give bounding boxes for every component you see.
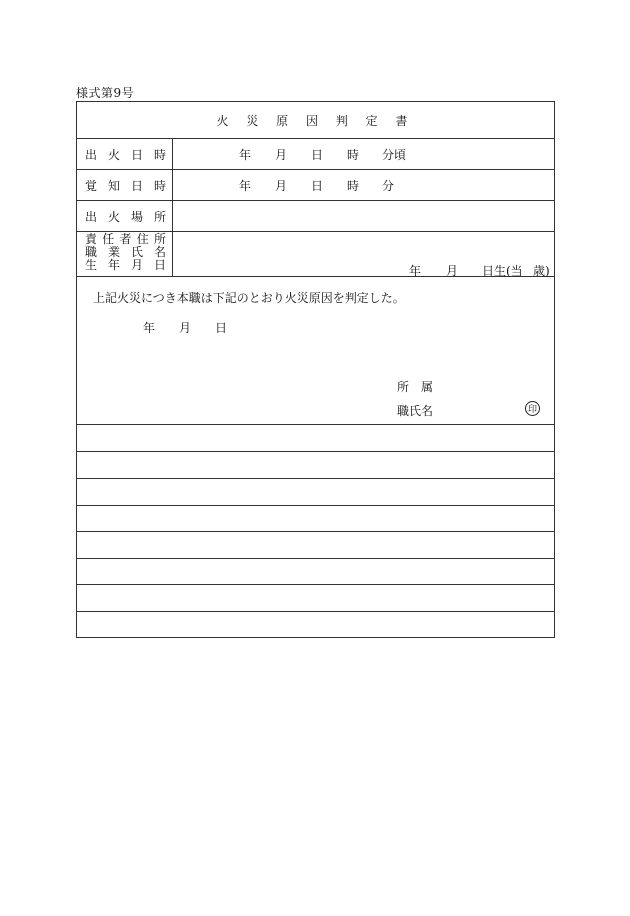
fire-cause-form <box>76 101 555 638</box>
judgment-section <box>77 277 554 425</box>
blank-line[interactable] <box>77 425 554 452</box>
awareness-month-unit: 月 <box>275 178 288 193</box>
awareness-datetime-row <box>77 170 554 201</box>
blank-line[interactable] <box>77 532 554 559</box>
judgment-day-unit: 日 <box>215 321 228 335</box>
birth-month-unit: 月 <box>446 264 459 278</box>
outbreak-year-unit: 年 <box>239 147 252 162</box>
outbreak-place-row <box>77 201 554 232</box>
age-unit: 歳) <box>533 264 550 278</box>
outbreak-day-unit: 日 <box>311 147 324 162</box>
responsible-person-label <box>77 232 173 276</box>
form-title: 火 災 原 因 判 定 書 <box>77 102 554 139</box>
awareness-minute-unit: 分 <box>382 178 395 193</box>
awareness-hour-unit: 時 <box>347 178 360 193</box>
blank-line[interactable] <box>77 612 554 638</box>
label-occupation-name: 職 業 氏 名 <box>85 245 166 259</box>
judgment-statement: 上記火災につき本職は下記のとおり火災原因を判定した。 <box>93 291 405 305</box>
affiliation-label: 所 属 <box>397 380 434 394</box>
outbreak-place-label: 出 火 場 所 <box>77 201 173 231</box>
responsible-person-row <box>77 232 554 277</box>
outbreak-hour-unit: 時 <box>347 147 360 162</box>
awareness-datetime-label: 覚 知 日 時 <box>77 170 173 200</box>
blank-line[interactable] <box>77 479 554 506</box>
outbreak-month-unit: 月 <box>275 147 288 162</box>
judgment-year-unit: 年 <box>143 321 156 335</box>
officer-name-label: 職氏名 <box>397 404 434 418</box>
birth-day-age-unit: 日生(当 <box>482 264 523 278</box>
outbreak-datetime-label: 出 火 日 時 <box>77 139 173 169</box>
awareness-day-unit: 日 <box>311 178 324 193</box>
blank-line[interactable] <box>77 505 554 532</box>
outbreak-datetime-row <box>77 139 554 170</box>
birth-year-unit: 年 <box>409 264 422 278</box>
label-birthdate: 生 年 月 日 <box>85 258 166 272</box>
label-address: 責 任 者 住 所 <box>85 232 166 246</box>
seal-icon: 印 <box>525 401 540 416</box>
blank-line[interactable] <box>77 585 554 612</box>
judgment-month-unit: 月 <box>179 321 192 335</box>
awareness-year-unit: 年 <box>239 178 252 193</box>
form-number: 様式第9号 <box>76 86 135 100</box>
blank-line[interactable] <box>77 558 554 585</box>
outbreak-minute-unit: 分頃 <box>382 147 407 162</box>
blank-line[interactable] <box>77 452 554 479</box>
